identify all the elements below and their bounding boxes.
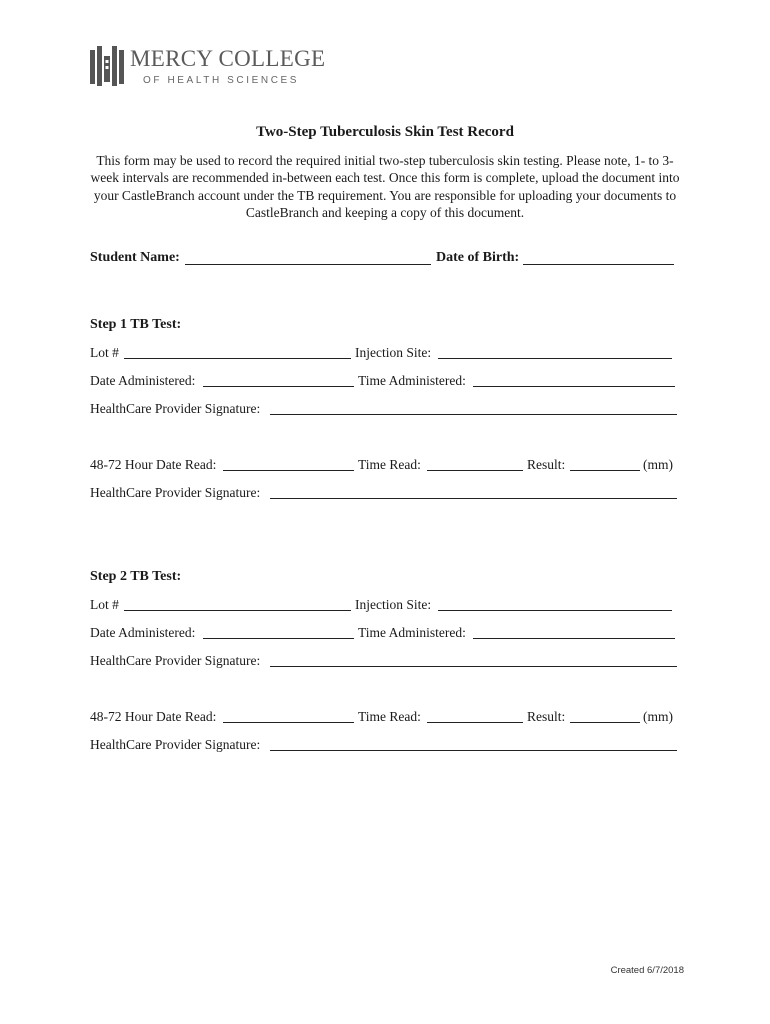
step2-injection-site-label: Injection Site: bbox=[355, 597, 432, 612]
step1-lot-label: Lot # bbox=[90, 345, 119, 360]
date-of-birth-field[interactable] bbox=[523, 264, 674, 265]
step2-time-read-label: Time Read: bbox=[358, 709, 421, 724]
step2-time-administered-label: Time Administered: bbox=[358, 625, 466, 640]
step2-time-administered-field[interactable] bbox=[473, 638, 675, 639]
student-name-label: Student Name: bbox=[90, 250, 180, 265]
step2-lot-label: Lot # bbox=[90, 597, 119, 612]
step1-time-administered-field[interactable] bbox=[473, 386, 675, 387]
step2-result-field[interactable] bbox=[570, 722, 640, 723]
step2-read-signature-label: HealthCare Provider Signature: bbox=[90, 737, 261, 752]
step2-result-label: Result: bbox=[527, 709, 566, 724]
step1-injection-site-field[interactable] bbox=[438, 358, 672, 359]
college-subtitle: OF HEALTH SCIENCES bbox=[143, 75, 300, 86]
college-logo bbox=[90, 44, 326, 90]
step1-time-read-field[interactable] bbox=[427, 470, 523, 471]
step1-injection-site-label: Injection Site: bbox=[355, 345, 432, 360]
step2-time-read-field[interactable] bbox=[427, 722, 523, 723]
created-date: Created 6/7/2018 bbox=[610, 965, 684, 976]
college-logo-icon bbox=[90, 44, 124, 86]
step1-read-signature-label: HealthCare Provider Signature: bbox=[90, 485, 261, 500]
step1-date-administered-field[interactable] bbox=[203, 386, 354, 387]
date-of-birth-label: Date of Birth: bbox=[436, 250, 520, 265]
step2-date-administered-field[interactable] bbox=[203, 638, 354, 639]
step1-signature-label: HealthCare Provider Signature: bbox=[90, 401, 261, 416]
student-name-field[interactable] bbox=[185, 264, 431, 265]
step2-read-signature-field[interactable] bbox=[270, 750, 677, 751]
form-title: Two-Step Tuberculosis Skin Test Record bbox=[256, 124, 514, 140]
step1-time-read-label: Time Read: bbox=[358, 457, 421, 472]
step2-signature-label: HealthCare Provider Signature: bbox=[90, 653, 261, 668]
step1-result-unit: (mm) bbox=[643, 457, 673, 472]
step2-heading: Step 2 TB Test: bbox=[90, 569, 182, 584]
college-name: MERCY COLLEGE bbox=[130, 46, 326, 71]
step2-date-read-field[interactable] bbox=[223, 722, 354, 723]
step1-date-administered-label: Date Administered: bbox=[90, 373, 196, 388]
step1-signature-field[interactable] bbox=[270, 414, 677, 415]
step1-date-read-field[interactable] bbox=[223, 470, 354, 471]
step1-heading: Step 1 TB Test: bbox=[90, 317, 182, 332]
step1-result-field[interactable] bbox=[570, 470, 640, 471]
step2-signature-field[interactable] bbox=[270, 666, 677, 667]
step2-date-administered-label: Date Administered: bbox=[90, 625, 196, 640]
step1-read-signature-field[interactable] bbox=[270, 498, 677, 499]
step1-time-administered-label: Time Administered: bbox=[358, 373, 466, 388]
step2-result-unit: (mm) bbox=[643, 709, 673, 724]
step1-date-read-label: 48-72 Hour Date Read: bbox=[90, 457, 217, 472]
form-instructions: This form may be used to record the required initial two-step tuberculosis skin testing. Please note, 1- to 3- week intervals are recommended in-between each test. Once this form is complete, upload the document into your CastleBranch account under the TB requirement. You are responsible for uploading your documents to CastleBranch and keeping a copy of this document. bbox=[90, 153, 680, 221]
step1-lot-field[interactable] bbox=[124, 358, 351, 359]
step2-lot-field[interactable] bbox=[124, 610, 351, 611]
step1-result-label: Result: bbox=[527, 457, 566, 472]
step2-injection-site-field[interactable] bbox=[438, 610, 672, 611]
step2-date-read-label: 48-72 Hour Date Read: bbox=[90, 709, 217, 724]
